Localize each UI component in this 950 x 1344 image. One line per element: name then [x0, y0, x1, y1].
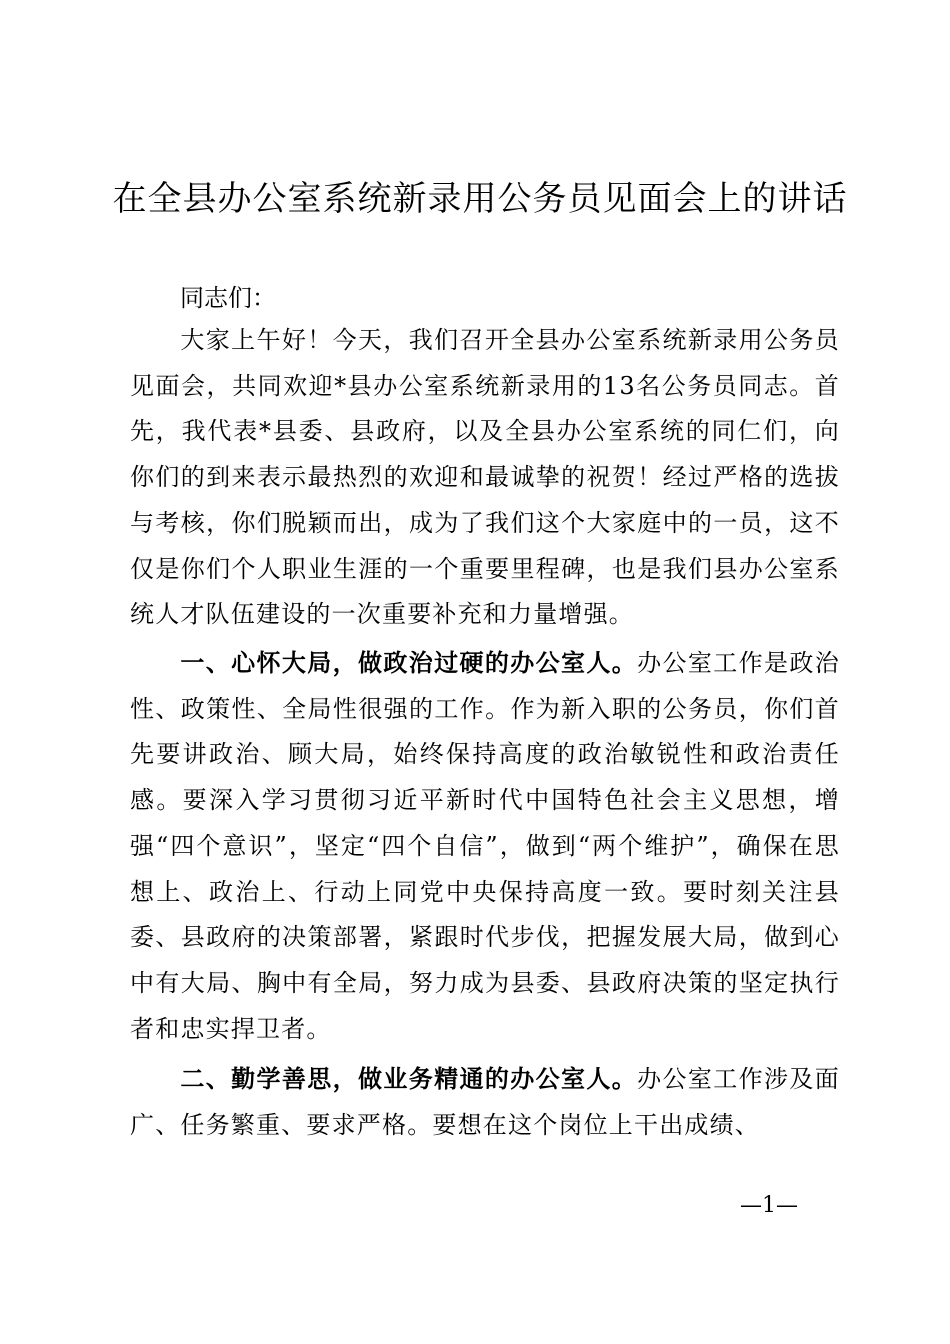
salutation: 同志们： [180, 284, 276, 312]
paragraph-section-2 [130, 1057, 840, 1148]
paragraph-text: 大家上午好！今天，我们召开全县办公室系统新录用公务员见面会，共同欢迎*县办公室系统新录用的13名公务员同志。首先，我代表*县委、县政府，以及全县办公室系统的同仁们，向你们的到来表示最热烈的欢迎和最诚挚的祝贺！经过严格的选拔与考核，你们脱颖而出，成为了我们这个大家庭中的一员，这不仅是你们个人职业生涯的一个重要里程碑，也是我们县办公室系统人才队伍建设的一次重要补充和力量增强。 [130, 326, 840, 629]
paragraph-text: 办公室工作涉及面广、任务繁重、要求严格。要想在这个岗位上干出成绩、 [130, 1065, 840, 1139]
paragraph-intro [130, 318, 840, 638]
page-number: —1— [740, 1193, 798, 1218]
paragraph-text: 办公室工作是政治性、政策性、全局性很强的工作。作为新入职的公务员，你们首先要讲政治、顾大局，始终保持高度的政治敏锐性和政治责任感。要深入学习贯彻习近平新时代中国特色社会主义思想，增强“四个意识”，坚定“四个自信”，做到“两个维护”，确保在思想上、政治上、行动上同党中央保持高度一致。要时刻关注县委、县政府的决策部署，紧跟时代步伐，把握发展大局，做到心中有大局、胸中有全局，努力成为县委、县政府决策的坚定执行者和忠实捍卫者。 [130, 649, 840, 1043]
section-heading: 二、勤学善思，做业务精通的办公室人。 [180, 1065, 638, 1093]
paragraph-section-1 [130, 641, 840, 1052]
document-title: 在全县办公室系统新录用公务员见面会上的讲话 [112, 179, 848, 219]
section-heading: 一、心怀大局，做政治过硬的办公室人。 [180, 649, 638, 677]
